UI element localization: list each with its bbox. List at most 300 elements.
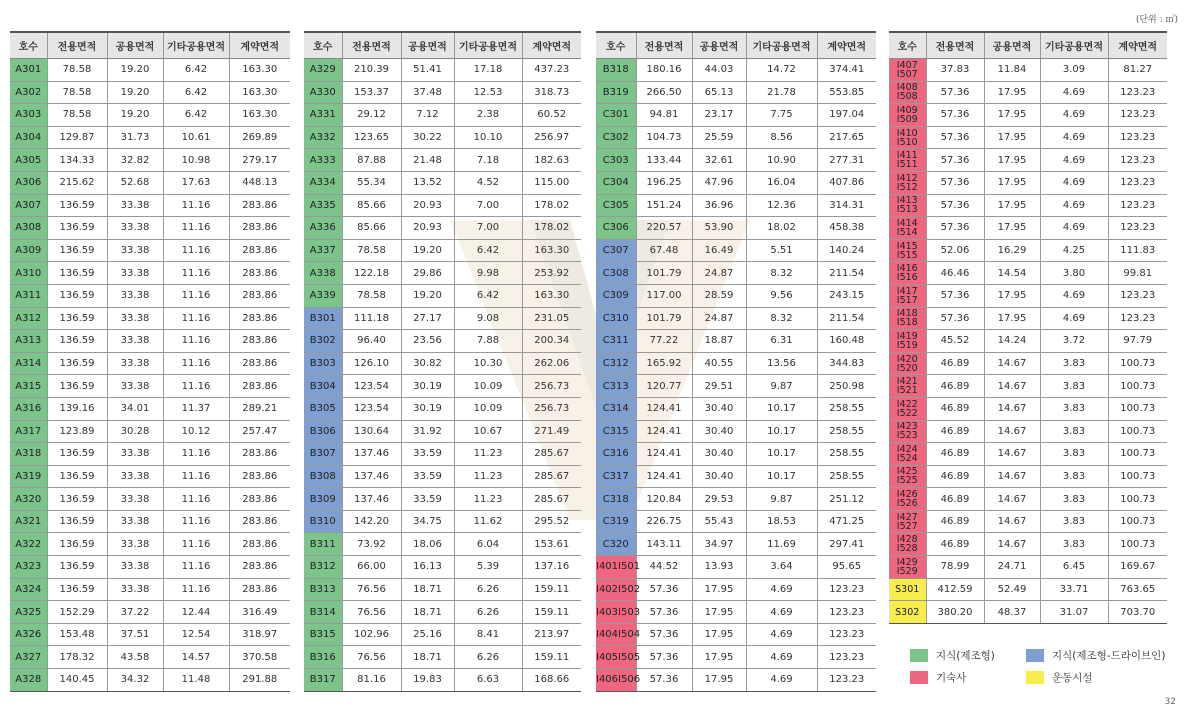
other-common-area-cell: 6.42	[163, 59, 229, 82]
col-header: 공용면적	[984, 32, 1040, 59]
exclusive-area-cell: 152.29	[47, 601, 107, 624]
common-area-cell: 33.59	[401, 465, 454, 488]
other-common-area-cell: 6.31	[746, 330, 817, 353]
area-table-4	[889, 31, 1167, 624]
exclusive-area-cell: 136.59	[47, 194, 107, 217]
other-common-area-cell: 33.71	[1040, 578, 1108, 601]
exclusive-area-cell: 124.41	[636, 443, 692, 466]
unit-number-cell	[596, 397, 636, 420]
contract-area-cell: 100.73	[1108, 465, 1167, 488]
other-common-area-cell: 7.75	[746, 104, 817, 127]
other-common-area-cell: 10.09	[454, 397, 522, 420]
table-row	[10, 646, 290, 669]
unit-number-cell	[304, 533, 342, 556]
exclusive-area-cell: 87.88	[342, 149, 401, 172]
common-area-cell: 14.67	[984, 375, 1040, 398]
table-row	[596, 669, 876, 692]
other-common-area-cell: 11.16	[163, 194, 229, 217]
exclusive-area-cell: 46.89	[926, 510, 984, 533]
unit-number-cell	[889, 352, 926, 375]
contract-area-cell: 163.30	[522, 239, 581, 262]
unit-number-cell	[304, 262, 342, 285]
unit-code: C316	[602, 448, 629, 460]
unit-code: C303	[602, 154, 629, 166]
unit-number-cell	[889, 330, 926, 353]
other-common-area-cell: 11.37	[163, 397, 229, 420]
common-area-cell: 16.49	[692, 239, 746, 262]
table-row	[889, 397, 1167, 420]
contract-area-cell: 137.16	[522, 556, 581, 579]
common-area-cell: 17.95	[692, 646, 746, 669]
other-common-area-cell: 3.09	[1040, 59, 1108, 82]
other-common-area-cell: 11.48	[163, 669, 229, 692]
table-row	[889, 465, 1167, 488]
contract-area-cell: 123.23	[1108, 104, 1167, 127]
common-area-cell: 34.01	[107, 397, 163, 420]
unit-number-cell	[10, 59, 47, 82]
contract-area-cell: 140.24	[817, 239, 876, 262]
unit-code: A304	[15, 132, 42, 144]
other-common-area-cell: 3.72	[1040, 330, 1108, 353]
contract-area-cell: 283.86	[229, 556, 290, 579]
unit-code: A322	[15, 538, 42, 550]
exclusive-area-cell: 46.89	[926, 465, 984, 488]
other-common-area-cell: 10.17	[746, 465, 817, 488]
col-header: 전용면적	[636, 32, 692, 59]
other-common-area-cell: 4.69	[1040, 284, 1108, 307]
unit-number-cell	[10, 397, 47, 420]
other-common-area-cell: 4.69	[746, 578, 817, 601]
common-area-cell: 30.28	[107, 420, 163, 443]
other-common-area-cell: 4.69	[1040, 217, 1108, 240]
common-area-cell: 17.95	[984, 104, 1040, 127]
contract-area-cell: 283.86	[229, 262, 290, 285]
other-common-area-cell: 18.02	[746, 217, 817, 240]
exclusive-area-cell: 126.10	[342, 352, 401, 375]
table-row	[10, 171, 290, 194]
col-header: 공용면적	[107, 32, 163, 59]
common-area-cell: 30.19	[401, 397, 454, 420]
exclusive-area-cell: 55.34	[342, 171, 401, 194]
legend-swatch-green-icon	[910, 649, 928, 662]
other-common-area-cell: 10.17	[746, 420, 817, 443]
exclusive-area-cell: 57.36	[926, 284, 984, 307]
contract-area-cell: 123.23	[1108, 149, 1167, 172]
unit-number-cell	[10, 194, 47, 217]
unit-number-cell	[304, 578, 342, 601]
contract-area-cell: 123.23	[817, 669, 876, 692]
table-row	[304, 465, 581, 488]
common-area-cell: 32.82	[107, 149, 163, 172]
unit-code: B314	[309, 606, 336, 618]
contract-area-cell: 123.23	[1108, 307, 1167, 330]
exclusive-area-cell: 136.59	[47, 239, 107, 262]
unit-code: C314	[602, 403, 629, 415]
table-row	[304, 262, 581, 285]
unit-code: I516	[896, 272, 918, 284]
common-area-cell: 33.38	[107, 465, 163, 488]
exclusive-area-cell: 120.77	[636, 375, 692, 398]
unit-number-cell	[889, 510, 926, 533]
unit-code: I410	[896, 127, 918, 139]
other-common-area-cell: 10.67	[454, 420, 522, 443]
table-row	[596, 375, 876, 398]
contract-area-cell: 297.41	[817, 533, 876, 556]
contract-area-cell: 211.54	[817, 262, 876, 285]
other-common-area-cell: 7.18	[454, 149, 522, 172]
other-common-area-cell: 11.16	[163, 239, 229, 262]
table-row	[596, 510, 876, 533]
exclusive-area-cell: 29.12	[342, 104, 401, 127]
table-row	[304, 556, 581, 579]
contract-area-cell: 100.73	[1108, 533, 1167, 556]
unit-number-cell	[304, 194, 342, 217]
unit-number-cell	[889, 81, 926, 104]
table-row	[889, 59, 1167, 82]
common-area-cell: 33.38	[107, 262, 163, 285]
contract-area-cell: 250.98	[817, 375, 876, 398]
unit-code: I422	[896, 398, 918, 410]
contract-area-cell: 123.23	[817, 601, 876, 624]
contract-area-cell: 95.65	[817, 556, 876, 579]
common-area-cell: 19.20	[401, 284, 454, 307]
unit-code: I526	[896, 498, 918, 510]
unit-code: B312	[309, 561, 336, 573]
exclusive-area-cell: 136.59	[47, 284, 107, 307]
contract-area-cell: 271.49	[522, 420, 581, 443]
other-common-area-cell: 14.72	[746, 59, 817, 82]
common-area-cell: 37.22	[107, 601, 163, 624]
unit-code: I416	[896, 263, 918, 275]
unit-number-cell	[889, 443, 926, 466]
exclusive-area-cell: 44.52	[636, 556, 692, 579]
unit-number-cell	[304, 488, 342, 511]
exclusive-area-cell: 94.81	[636, 104, 692, 127]
common-area-cell: 33.38	[107, 194, 163, 217]
table-row	[596, 443, 876, 466]
contract-area-cell: 283.86	[229, 239, 290, 262]
exclusive-area-cell: 136.59	[47, 578, 107, 601]
common-area-cell: 20.93	[401, 217, 454, 240]
col-header: 계약면적	[229, 32, 290, 59]
other-common-area-cell: 11.16	[163, 443, 229, 466]
common-area-cell: 33.59	[401, 488, 454, 511]
unit-number-cell	[889, 465, 926, 488]
exclusive-area-cell: 46.89	[926, 375, 984, 398]
unit-number-cell	[596, 330, 636, 353]
other-common-area-cell: 4.69	[1040, 149, 1108, 172]
table-row	[889, 149, 1167, 172]
common-area-cell: 19.20	[107, 104, 163, 127]
table-row	[10, 669, 290, 692]
unit-code: A313	[15, 335, 42, 347]
unit-number-cell	[304, 126, 342, 149]
other-common-area-cell: 4.69	[1040, 307, 1108, 330]
col-header: 전용면적	[926, 32, 984, 59]
unit-code: I506	[618, 674, 641, 686]
table-row	[10, 375, 290, 398]
other-common-area-cell: 6.42	[163, 81, 229, 104]
unit-code: A316	[15, 403, 42, 415]
unit-code: B317	[309, 674, 336, 686]
exclusive-area-cell: 129.87	[47, 126, 107, 149]
contract-area-cell: 283.86	[229, 488, 290, 511]
exclusive-area-cell: 46.89	[926, 420, 984, 443]
unit-code: B302	[309, 335, 336, 347]
table-row	[889, 330, 1167, 353]
other-common-area-cell: 4.69	[746, 601, 817, 624]
common-area-cell: 34.97	[692, 533, 746, 556]
table-row	[889, 420, 1167, 443]
unit-code: I414	[896, 217, 918, 229]
unit-code: I408	[896, 82, 918, 94]
contract-area-cell: 100.73	[1108, 488, 1167, 511]
contract-area-cell: 277.31	[817, 149, 876, 172]
common-area-cell: 14.67	[984, 443, 1040, 466]
table-row	[304, 171, 581, 194]
unit-number-cell	[596, 171, 636, 194]
unit-number-cell	[889, 578, 926, 601]
exclusive-area-cell: 73.92	[342, 533, 401, 556]
table-row	[10, 488, 290, 511]
table-row	[10, 126, 290, 149]
other-common-area-cell: 4.69	[746, 646, 817, 669]
contract-area-cell: 289.21	[229, 397, 290, 420]
contract-area-cell: 344.83	[817, 352, 876, 375]
unit-number-cell	[596, 578, 641, 601]
unit-number-cell	[10, 533, 47, 556]
table-row	[596, 239, 876, 262]
other-common-area-cell: 11.16	[163, 510, 229, 533]
unit-code: A311	[15, 290, 42, 302]
unit-label: (단위 : ㎡)	[1135, 15, 1178, 25]
common-area-cell: 29.51	[692, 375, 746, 398]
table-row	[304, 284, 581, 307]
unit-code: B315	[309, 629, 336, 641]
unit-code: I503	[618, 606, 641, 618]
unit-code: A309	[15, 245, 42, 257]
exclusive-area-cell: 122.18	[342, 262, 401, 285]
table-row	[889, 375, 1167, 398]
exclusive-area-cell: 57.36	[926, 149, 984, 172]
col-header: 기타공용면적	[1040, 32, 1108, 59]
unit-code: A321	[15, 516, 42, 528]
unit-number-cell	[889, 104, 926, 127]
table-row	[10, 578, 290, 601]
other-common-area-cell: 11.23	[454, 465, 522, 488]
unit-number-cell	[304, 59, 342, 82]
exclusive-area-cell: 111.18	[342, 307, 401, 330]
table-row	[304, 352, 581, 375]
unit-code: I425	[896, 466, 918, 478]
table-row	[10, 284, 290, 307]
other-common-area-cell: 6.45	[1040, 556, 1108, 579]
exclusive-area-cell: 76.56	[342, 578, 401, 601]
common-area-cell: 17.95	[984, 171, 1040, 194]
unit-code: I401	[596, 561, 619, 573]
exclusive-area-cell: 136.59	[47, 375, 107, 398]
unit-code: A324	[15, 583, 42, 595]
table-row	[596, 601, 876, 624]
unit-number-cell	[889, 488, 926, 511]
other-common-area-cell: 10.17	[746, 443, 817, 466]
contract-area-cell: 256.73	[522, 375, 581, 398]
other-common-area-cell: 2.38	[454, 104, 522, 127]
contract-area-cell: 60.52	[522, 104, 581, 127]
unit-number-cell	[889, 307, 926, 330]
exclusive-area-cell: 215.62	[47, 171, 107, 194]
other-common-area-cell: 17.18	[454, 59, 522, 82]
other-common-area-cell: 10.30	[454, 352, 522, 375]
exclusive-area-cell: 78.99	[926, 556, 984, 579]
unit-code: A323	[15, 561, 42, 573]
unit-code: S301	[895, 583, 920, 595]
table-row	[304, 104, 581, 127]
common-area-cell: 30.22	[401, 126, 454, 149]
unit-code: A338	[309, 267, 336, 279]
unit-number-cell	[304, 81, 342, 104]
common-area-cell: 17.95	[692, 601, 746, 624]
contract-area-cell: 283.86	[229, 375, 290, 398]
table-row	[10, 217, 290, 240]
unit-number-cell	[596, 465, 636, 488]
unit-code: A337	[309, 245, 336, 257]
table-header-row	[10, 32, 290, 59]
unit-number-cell	[10, 510, 47, 533]
common-area-cell: 33.38	[107, 239, 163, 262]
other-common-area-cell: 9.87	[746, 488, 817, 511]
contract-area-cell: 100.73	[1108, 375, 1167, 398]
exclusive-area-cell: 124.41	[636, 465, 692, 488]
contract-area-cell: 243.15	[817, 284, 876, 307]
common-area-cell: 52.49	[984, 578, 1040, 601]
common-area-cell: 17.95	[984, 307, 1040, 330]
area-table-3	[596, 31, 876, 692]
unit-number-cell	[596, 217, 636, 240]
contract-area-cell: 283.86	[229, 307, 290, 330]
unit-number-cell	[304, 397, 342, 420]
common-area-cell: 25.59	[692, 126, 746, 149]
other-common-area-cell: 10.17	[746, 397, 817, 420]
exclusive-area-cell: 139.16	[47, 397, 107, 420]
table-row	[304, 307, 581, 330]
unit-code: C306	[602, 222, 629, 234]
contract-area-cell: 123.23	[817, 578, 876, 601]
unit-number-cell	[10, 307, 47, 330]
contract-area-cell: 111.83	[1108, 239, 1167, 262]
common-area-cell: 19.20	[107, 59, 163, 82]
table-row	[596, 262, 876, 285]
col-header: 기타공용면적	[163, 32, 229, 59]
unit-code: I522	[896, 407, 918, 419]
common-area-cell: 7.12	[401, 104, 454, 127]
common-area-cell: 13.93	[692, 556, 746, 579]
contract-area-cell: 258.55	[817, 397, 876, 420]
exclusive-area-cell: 226.75	[636, 510, 692, 533]
unit-number-cell	[10, 262, 47, 285]
table-row	[304, 59, 581, 82]
table-header-row	[889, 32, 1167, 59]
unit-number-cell	[889, 556, 926, 579]
table-row	[10, 330, 290, 353]
unit-number-cell	[596, 284, 636, 307]
common-area-cell: 17.95	[984, 217, 1040, 240]
legend-label: 운동시설	[1052, 672, 1093, 684]
table-row	[10, 81, 290, 104]
unit-number-cell	[10, 443, 47, 466]
unit-number-cell	[304, 375, 342, 398]
common-area-cell: 27.17	[401, 307, 454, 330]
contract-area-cell: 285.67	[522, 443, 581, 466]
contract-area-cell: 163.30	[229, 81, 290, 104]
unit-code: I523	[896, 430, 918, 442]
contract-area-cell: 160.48	[817, 330, 876, 353]
common-area-cell: 24.87	[692, 307, 746, 330]
exclusive-area-cell: 136.59	[47, 556, 107, 579]
common-area-cell: 40.55	[692, 352, 746, 375]
unit-code: I525	[896, 475, 918, 487]
other-common-area-cell: 4.52	[454, 171, 522, 194]
col-header: 호수	[10, 32, 47, 59]
common-area-cell: 16.29	[984, 239, 1040, 262]
common-area-cell: 33.38	[107, 284, 163, 307]
other-common-area-cell: 12.36	[746, 194, 817, 217]
unit-number-cell	[304, 510, 342, 533]
unit-code: A318	[15, 448, 42, 460]
contract-area-cell: 448.13	[229, 171, 290, 194]
exclusive-area-cell: 136.59	[47, 510, 107, 533]
other-common-area-cell: 11.16	[163, 488, 229, 511]
unit-code: A329	[309, 64, 336, 76]
common-area-cell: 30.40	[692, 443, 746, 466]
exclusive-area-cell: 77.22	[636, 330, 692, 353]
other-common-area-cell: 11.23	[454, 488, 522, 511]
table-row	[304, 420, 581, 443]
exclusive-area-cell: 136.59	[47, 262, 107, 285]
unit-number-cell	[10, 578, 47, 601]
common-area-cell: 33.38	[107, 556, 163, 579]
unit-code: A319	[15, 470, 42, 482]
unit-code: I415	[896, 240, 918, 252]
exclusive-area-cell: 76.56	[342, 601, 401, 624]
common-area-cell: 14.67	[984, 352, 1040, 375]
unit-number-cell	[596, 510, 636, 533]
table-row	[10, 533, 290, 556]
unit-number-cell	[10, 171, 47, 194]
other-common-area-cell: 10.61	[163, 126, 229, 149]
other-common-area-cell: 11.16	[163, 262, 229, 285]
exclusive-area-cell: 85.66	[342, 217, 401, 240]
unit-number-cell	[304, 330, 342, 353]
common-area-cell: 13.52	[401, 171, 454, 194]
common-area-cell: 18.06	[401, 533, 454, 556]
unit-code: I511	[896, 159, 918, 171]
unit-code: B307	[309, 448, 336, 460]
unit-number-cell	[596, 307, 636, 330]
unit-code: C319	[602, 516, 629, 528]
exclusive-area-cell: 101.79	[636, 262, 692, 285]
table-row	[889, 217, 1167, 240]
unit-number-cell	[889, 126, 926, 149]
unit-number-cell	[10, 104, 47, 127]
other-common-area-cell: 6.26	[454, 601, 522, 624]
table-row	[889, 126, 1167, 149]
unit-code: I428	[896, 534, 918, 546]
exclusive-area-cell: 46.89	[926, 443, 984, 466]
unit-number-cell	[889, 284, 926, 307]
unit-code: I403	[596, 606, 619, 618]
common-area-cell: 24.71	[984, 556, 1040, 579]
